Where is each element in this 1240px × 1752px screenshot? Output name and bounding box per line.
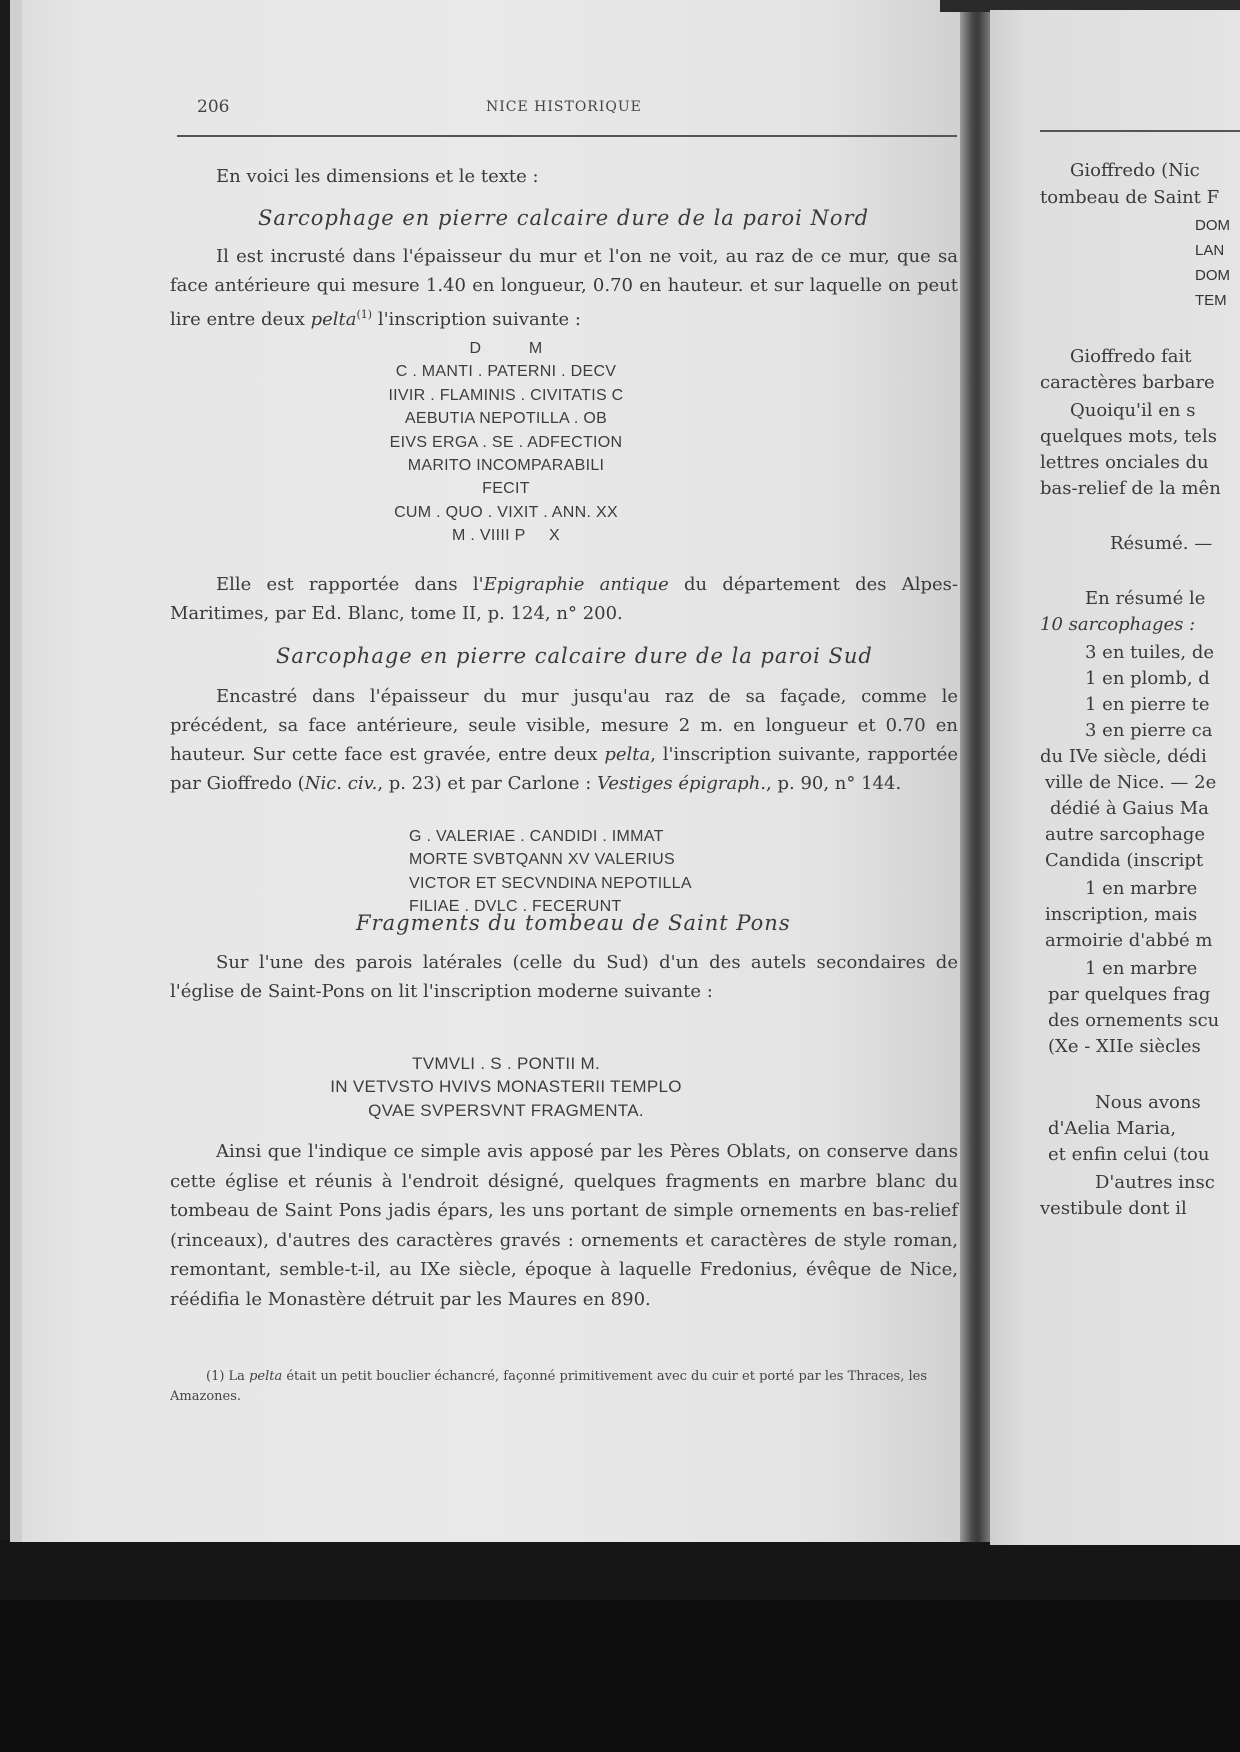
para-nord-text-a: Il est incrusté dans l'épaisseur du mur et l'on ne voit, au raz de ce mur, que sa face antérieure qui mesure 1.40 en longueur, 0.70 en hauteur. et sur laquelle on peut lire entre deux bbox=[170, 246, 958, 330]
right-page-line: d'Aelia Maria, bbox=[1048, 1118, 1177, 1139]
book-title-vestiges: Vestiges épigraph. bbox=[597, 773, 767, 794]
right-page-line: par quelques frag bbox=[1048, 984, 1211, 1005]
inscription-line: M . VIIII P X bbox=[452, 527, 560, 545]
page-number: 206 bbox=[197, 97, 230, 117]
right-page-line: 1 en plomb, d bbox=[1085, 668, 1210, 689]
right-page-line: 1 en marbre bbox=[1085, 878, 1198, 899]
right-page-line: 3 en tuiles, de bbox=[1085, 642, 1214, 663]
right-page-line: DOM bbox=[1195, 217, 1230, 234]
right-page-line: DOM bbox=[1195, 267, 1230, 284]
right-page-line: Quoiqu'il en s bbox=[1070, 400, 1196, 421]
footnote-ref: (1) bbox=[356, 308, 373, 321]
footnote-text-b: était un petit bouclier échancré, façonné primitivement avec du cuir et porté par les Thraces, les Amazones. bbox=[170, 1369, 928, 1404]
book-title: Epigraphie antique bbox=[483, 574, 669, 595]
right-page-line: dédié à Gaius Ma bbox=[1050, 798, 1209, 819]
para-nord bbox=[170, 242, 958, 334]
para-fragments: Sur l'une des parois latérales (celle du Sud) d'un des autels secondaires de l'église de Saint-Pons on lit l'inscription moderne suivante : bbox=[170, 952, 958, 1002]
right-page-line: des ornements scu bbox=[1048, 1010, 1220, 1031]
right-page bbox=[990, 10, 1240, 1545]
heading-sud: Sarcophage en pierre calcaire dure de la paroi Sud bbox=[276, 644, 873, 668]
heading-nord: Sarcophage en pierre calcaire dure de la paroi Nord bbox=[258, 206, 870, 230]
right-page-line: 10 sarcophages : bbox=[1040, 614, 1196, 635]
inscription-line: MARITO INCOMPARABILI bbox=[407, 456, 605, 474]
right-page-line: tombeau de Saint F bbox=[1040, 187, 1220, 208]
right-page-line: D'autres insc bbox=[1095, 1172, 1215, 1193]
para-oblats: Ainsi que l'indique ce simple avis apposé par les Pères Oblats, on conserve dans cette église et réunis à l'endroit désigné, quelques fragments en marbre blanc du tombeau de Saint Pons jadis épars, les uns portant de simple ornements en bas-relief (rinceaux), d'autres des caractères gravés : ornements et caractères de style roman, remontant, semble-t-il, au IXe siècle, époque à laquelle Fredonius, évêque de Nice, réédifia le Monastère détruit par les Maures en 890. bbox=[170, 1141, 958, 1310]
right-page-line: armoirie d'abbé m bbox=[1045, 930, 1213, 951]
header-rule-right bbox=[1040, 130, 1240, 132]
footnote bbox=[170, 1367, 960, 1407]
para-sud-text-c: , p. 23) et par Carlone : bbox=[377, 773, 598, 794]
right-page-line: caractères barbare bbox=[1040, 372, 1215, 393]
pelta-term: pelta bbox=[249, 1369, 283, 1384]
right-page-line: du IVe siècle, dédi bbox=[1040, 746, 1207, 767]
right-page-line: Gioffredo (Nic bbox=[1070, 160, 1200, 181]
inscription-line: FILIAE . DVLC . FECERUNT bbox=[409, 898, 622, 916]
intro-text: En voici les dimensions et le texte : bbox=[216, 166, 539, 187]
inscription-sud bbox=[409, 825, 692, 919]
running-title: NICE HISTORIQUE bbox=[486, 99, 642, 115]
right-page-line: (Xe - XIIe siècles bbox=[1048, 1036, 1201, 1057]
inscription-line: IN VETVSTO HVIVS MONASTERII TEMPLO bbox=[330, 1077, 682, 1097]
para-sud-text-d: , p. 90, n° 144. bbox=[766, 773, 902, 794]
heading-fragments: Fragments du tombeau de Saint Pons bbox=[356, 911, 791, 935]
para-epigraphie bbox=[170, 570, 958, 628]
right-page-line: Résumé. — bbox=[1110, 533, 1213, 554]
para-sud-text-b: , l'inscription suivante, rapportée par Gioffredo ( bbox=[170, 744, 958, 794]
inscription-line: C . MANTI . PATERNI . DECV bbox=[395, 363, 617, 381]
book-gutter bbox=[960, 0, 990, 1542]
inscription-line: G . VALERIAE . CANDIDI . IMMAT bbox=[409, 828, 664, 845]
inscription-line: FECIT bbox=[482, 480, 530, 498]
right-page-line: 1 en pierre te bbox=[1085, 694, 1210, 715]
inscription-line: MORTE SVBTQANN XV VALERIUS bbox=[409, 851, 675, 869]
right-page-line: bas-relief de la mên bbox=[1040, 478, 1221, 499]
right-page-line: vestibule dont il bbox=[1040, 1198, 1187, 1219]
inscription-line: QVAE SVPERSVNT FRAGMENTA. bbox=[368, 1100, 644, 1120]
book-title-nic: Nic. civ. bbox=[304, 773, 378, 794]
para-epigraphie-text-b: du département des Alpes-Maritimes, par Ed. Blanc, tome II, p. 124, n° 200. bbox=[170, 574, 958, 624]
right-page-line: 1 en marbre bbox=[1085, 958, 1198, 979]
right-page-line: Gioffredo fait bbox=[1070, 346, 1192, 367]
right-page-line: 3 en pierre ca bbox=[1085, 720, 1213, 741]
inscription-line: AEBUTIA NEPOTILLA . OB bbox=[404, 410, 608, 428]
right-page-line: LAN bbox=[1195, 242, 1225, 259]
inscription-nord bbox=[10, 337, 970, 548]
right-page-line: Candida (inscript bbox=[1045, 850, 1204, 871]
inscription-line: EIVS ERGA . SE . ADFECTION bbox=[389, 433, 623, 451]
right-page-line: inscription, mais bbox=[1045, 904, 1198, 925]
inscription-line: TVMVLI . S . PONTII M. bbox=[412, 1054, 600, 1073]
para-sud bbox=[170, 682, 958, 798]
right-page-line: Nous avons bbox=[1095, 1092, 1201, 1113]
right-page-line: et enfin celui (tou bbox=[1048, 1144, 1210, 1165]
footnote-mark: (1) bbox=[206, 1369, 225, 1384]
right-page-line: En résumé le bbox=[1085, 588, 1206, 609]
inscription-line: VICTOR ET SECVNDINA NEPOTILLA bbox=[409, 874, 692, 892]
right-page-line: TEM bbox=[1195, 292, 1227, 309]
right-page-line: lettres onciales du bbox=[1040, 452, 1209, 473]
para-sud-text-a: Encastré dans l'épaisseur du mur jusqu'au raz de sa façade, comme le précédent, sa face antérieure, seule visible, mesure 2 m. en longueur et 0.70 en hauteur. Sur cette face est gravée, entre deux bbox=[170, 686, 958, 765]
para-nord-text-b: l'inscription suivante : bbox=[372, 309, 581, 330]
inscription-line: CUM . QUO . VIXIT . ANN. XX bbox=[394, 503, 618, 521]
footnote-text-a: La bbox=[224, 1369, 250, 1384]
inscription-line: D M bbox=[469, 340, 543, 357]
pelta-term: pelta bbox=[604, 744, 651, 765]
scan-background-lower bbox=[0, 1600, 1240, 1752]
right-page-line: quelques mots, tels bbox=[1040, 426, 1217, 447]
right-page-line: autre sarcophage bbox=[1045, 824, 1206, 845]
pelta-term: pelta bbox=[310, 309, 357, 330]
inscription-modern bbox=[10, 1053, 970, 1123]
right-page-line: ville de Nice. — 2e bbox=[1045, 772, 1217, 793]
page-edge bbox=[10, 0, 22, 1542]
header-rule bbox=[177, 135, 957, 137]
para-epigraphie-text-a: Elle est rapportée dans l' bbox=[216, 574, 484, 595]
left-page bbox=[10, 0, 970, 1542]
inscription-line: IIVIR . FLAMINIS . CIVITATIS C bbox=[388, 386, 624, 404]
